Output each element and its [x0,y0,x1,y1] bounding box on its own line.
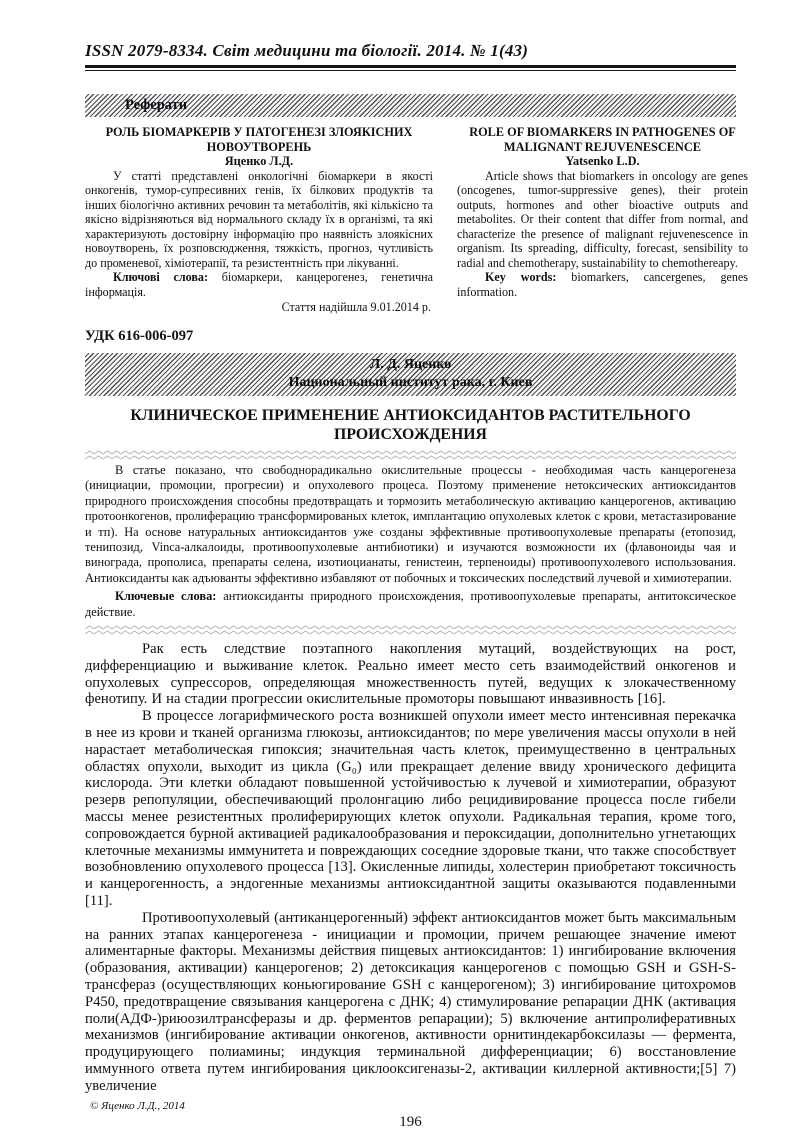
article-affiliation: Национальный институт рака, г. Киев [288,375,533,390]
article-abstract: В статье показано, что свободнорадикально окислительные процессы - необходимая часть канцерогенеза (инициации, промоции, прогресии) и опухолевого процеса. Поэтому применение нетоксических антиоксидантов природного происхождения способны предотвращать и тормозить метаболическую активацию канцерогенов, активацию протоонкогенов, пролиферацию трансформированых клеток, имплантацию опухолевых клеток с крови, метастазирование и тп). На основе натуральных антиоксидантов уже созданы эффективные противоопухолевые препараты (етопозид, тенипозид, Vinca-алкалоиды, противоопухолевые антибиотики) и изучаются возможности их (флавоноиды чая и винограда, прополиса, препараты селена, изотиоцианаты, генистеин, терпеноиды) противоопухолевого использования. Антиоксиданты как адъюванты эффективно избавляют от побочных и токсических последствий лучевой и химиотерапии. [85,463,736,585]
udc-code: УДК 616-006-097 [85,328,194,344]
article-body [85,641,736,1095]
abstract-ukrainian [85,125,433,315]
header-rule [85,65,736,71]
page-number: 196 [399,1113,422,1130]
abstract-en-keywords [457,270,748,299]
body-paragraph: В процессе логарифмического роста возникшей опухоли имеет место интенсивная перекачка в нее из крови и тканей организма глюкозы, антиоксидантов; по мере увеличения массы опухоли в ней нарастает метаболическая гипоксия; значительная часть клеток, преимущественно в центральных областях опухоли, выходит из цикла (G₀) или прекращает деление ввиду хронического дефицита кислорода. Эти клетки обладают повышенной устойчивостью к лучевой и химиотерапии, образуют резерв репопуляции, обеспечивающий пролонгацию либо рецидивирование процесса после гибели массы менее резистентных пролиферирующих клеток опухоли. Радикальная терапия, кроме того, сопровождается бурной активацией радикалообразования и пероксидации, дополнительно угнетающих клеточные механизмы иммунитета и повреждающих соседние здоровые ткани, что также способствует возобновлению опухолевого процесса [13]. Окисленные липиды, холестерин приобретают токсичность и канцерогенность, а эндогенные механизмы антиоксидантной защиты оказываются подавленными [11]. [85,708,736,910]
journal-header-title: ISSN 2079-8334. Світ медицини та біології. 2014. № 1(43) [85,41,529,60]
article-keywords-text: антиоксиданты природного происхождения, противоопухолевые препараты, антитоксическое действие. [85,589,736,619]
abstracts-section [85,125,748,315]
abstract-uk-body: У статті представлені онкологічні біомаркери в якості онкогенів, тумор-супресивних генів, їх білкових продуктів та інших біологічно активних речовин та метаболітів, які кількісно та якісно відрізняються від нормального складу їх в організмі, та які характеризують достовірну інформацію про наявність злоякісних новоутворень, їх розповсюдження, тяжкість, прогноз, чутливість до променевої, хіміотерапії, та резистентність при лікуванні. [85,168,433,270]
article-received-date: Стаття надійшла 9.01.2014 р. [281,300,431,314]
body-paragraph: Рак есть следствие поэтапного накопления мутаций, воздействующих на рост, дифференциацию и выживание клеток. Реально имеет место сеть взаимодействий онкогенов и опухолевых супрессоров, определяющая множественность путей, ведущих к злокачественному фенотипу. И на стадии прогрессии окислительные промоторы повышают инвазивность [16]. [85,641,736,708]
referats-banner [85,94,736,117]
zigzag-divider [85,625,736,635]
referats-banner-label: Реферати [125,97,188,113]
abstract-en-title: ROLE OF BIOMARKERS IN PATHOGENES OF MALIGNANT REJUVENESCENCE [469,125,736,154]
abstract-uk-keywords-text: біомаркери, канцерогенез, генетична інформація. [85,270,433,299]
copyright-note: © Яценко Л.Д., 2014 [90,1099,185,1112]
article-title [85,406,736,444]
abstract-en-body: Article shows that biomarkers in oncology are genes (oncogenes, tumor-suppressive genes), their protein outputs, hormones and other bioactive outputs and metabolites. Or their content that differ from normal, and characterize the presence of malignant rejuvenescence in organism. Its spreading, difficulty, forecast, sensibility to radial and chemotherapy, sustainability to chemothereapy. [457,168,748,270]
article-author: Л. Д. Яценко [369,357,452,372]
body-paragraph: Противоопухолевый (антиканцерогенный) эффект антиоксидантов может быть максимальным на ранних этапах канцерогенеза - инициации и промоции, причем решающее значение имеют алиментарные факторы. Механизмы действия пищевых антиоксидантов: 1) ингибирование включения (образования, активации) канцерогенов; 2) детоксикация канцерогенов с помощью GSH и GSH-S-трансфераз (осуществляющих коньюгирование GSH с канцерогеном); 3) ингибирование цитохромов Р450, предотвращение связывания канцерогена с ДНК; 4) стимулирование репарации ДНК (активация поли(АДФ-)риюозилтрансферазы и др. ферментов репарации); 5) включение антипролиферативных механизмов (ингибирование активации онкогенов, активности орнитиндекарбоксилазы — фермента, продуцирующего полиамины; индукция терминальной дифференциации; 6) восстановление иммунного ответа путем ингибирования циклооксигеназы-2, активации киллерной активности;[5] 7) увеличение [85,909,736,1094]
abstract-uk-title: РОЛЬ БІОМАРКЕРІВ У ПАТОГЕНЕЗІ ЗЛОЯКІСНИХ НОВОУТВОРЕНЬ [105,125,413,154]
article-title-line1: КЛИНИЧЕСКОЕ ПРИМЕНЕНИЕ АНТИОКСИДАНТОВ РАСТИТЕЛЬНОГО [130,407,691,424]
zigzag-divider [85,450,736,460]
abstract-uk-author: Яценко Л.Д. [224,154,294,168]
article-keywords [85,589,736,620]
abstract-en-keywords-text: biomarkers, cancergenes, genes information. [457,270,748,299]
abstract-en-author: Yatsenko L.D. [565,154,640,168]
abstract-uk-keywords-label: Ключові слова: [113,270,208,284]
abstract-en-keywords-label: Key words: [485,270,557,284]
article-title-line2: ПРОИСХОЖДЕНИЯ [334,426,487,443]
abstract-english [457,125,748,315]
abstract-uk-keywords [85,270,433,299]
article-keywords-label: Ключевые слова: [115,589,217,604]
article-author-banner [85,353,736,396]
